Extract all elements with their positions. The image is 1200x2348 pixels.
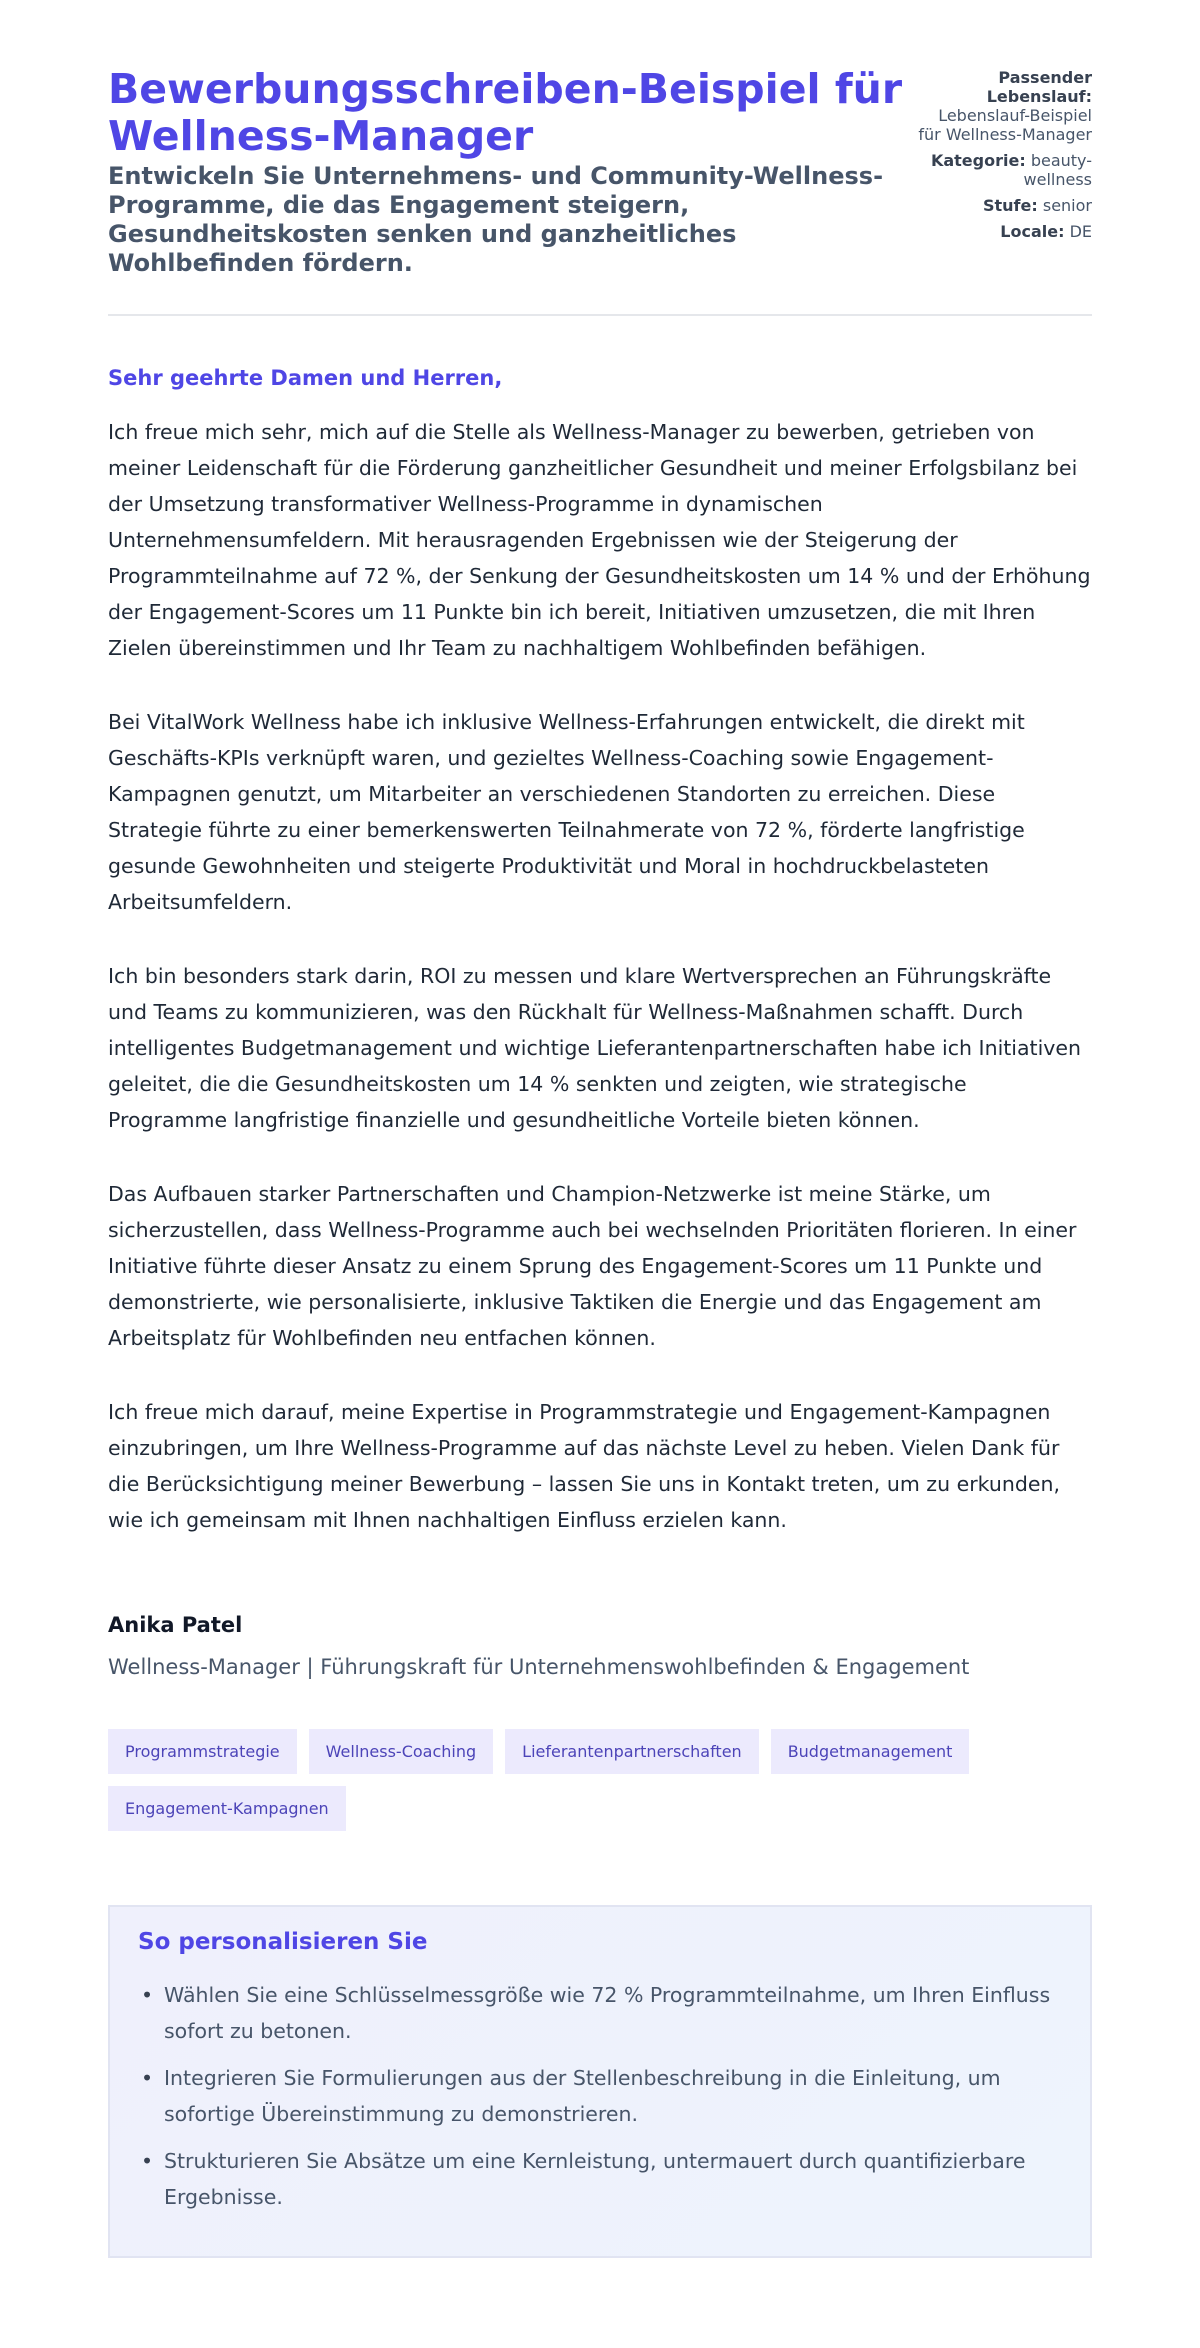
tips-list bbox=[138, 1977, 1062, 2215]
skill-tag: Wellness-Coaching bbox=[309, 1729, 494, 1774]
meta-level-value: senior bbox=[1042, 196, 1092, 215]
personalization-tips bbox=[108, 1905, 1092, 2258]
meta-locale-label: Locale: bbox=[1000, 222, 1065, 241]
page-subtitle: Entwickeln Sie Unternehmens- und Community-Wellness-Programme, die das Engagement steigern, Gesundheitskosten senken und ganzheitliches Wohlbefinden fördern. bbox=[108, 162, 884, 277]
signature-name: Anika Patel bbox=[108, 1613, 243, 1637]
tip-item: • Strukturieren Sie Absätze um eine Kernleistung, untermauert durch quantifizierbare Ergebnisse. bbox=[138, 2143, 1062, 2215]
meta-panel bbox=[917, 68, 1092, 248]
paragraph: Ich bin besonders stark darin, ROI zu messen und klare Wertversprechen an Führungskräfte und Teams zu kommunizieren, was den Rückhalt für Wellness-Maßnahmen schafft. Durch intelligentes Budgetmanagement und wichtige Lieferantenpartnerschaften habe ich Initiativen geleitet, die die Gesundheitskosten um 14 % senkten und zeigten, wie strategische Programme langfristige finanzielle und gesundheitliche Vorteile bieten können. bbox=[108, 964, 1082, 1132]
meta-category-label: Kategorie: bbox=[930, 151, 1026, 170]
meta-resume-value: Lebenslauf-Beispiel für Wellness-Manager bbox=[918, 106, 1092, 144]
page-title: Bewerbungsschreiben-Beispiel für Wellness-Manager bbox=[108, 65, 903, 160]
greeting: Sehr geehrte Damen und Herren, bbox=[108, 366, 503, 390]
skill-tags bbox=[108, 1729, 1108, 1831]
paragraph: Ich freue mich sehr, mich auf die Stelle als Wellness-Manager zu bewerben, getrieben von meiner Leidenschaft für die Förderung ganzheitlicher Gesundheit und meiner Erfolgsbilanz bei der Umsetzung transformativer Wellness-Programme in dynamischen Unternehmensumfeldern. Mit herausragenden Ergebnissen wie der Steigerung der Programmteilnahme auf 72 %, der Senkung der Gesundheitskosten um 14 % und der Erhöhung der Engagement-Scores um 11 Punkte bin ich bereit, Initiativen umzusetzen, die mit Ihren Zielen übereinstimmen und Ihr Team zu nachhaltigem Wohlbefinden befähigen. bbox=[108, 420, 1091, 660]
signature-role: Wellness-Manager | Führungskraft für Unternehmenswohlbefinden & Engagement bbox=[108, 1655, 970, 1679]
meta-locale bbox=[917, 222, 1092, 241]
meta-resume-label: Passender Lebenslauf: bbox=[986, 68, 1092, 106]
meta-category-value: beauty-wellness bbox=[1023, 151, 1092, 189]
header-titles bbox=[108, 66, 908, 278]
page-header bbox=[108, 66, 1092, 316]
meta-resume bbox=[917, 68, 1092, 144]
tip-item: • Integrieren Sie Formulierungen aus der Stellenbeschreibung in die Einleitung, um sofortige Übereinstimmung zu demonstrieren. bbox=[138, 2060, 1062, 2132]
skill-tag: Programmstrategie bbox=[108, 1729, 297, 1774]
paragraph: Das Aufbauen starker Partnerschaften und Champion-Netzwerke ist meine Stärke, um sicherzustellen, dass Wellness-Programme auch bei wechselnden Prioritäten florieren. In einer Initiative führte dieser Ansatz zu einem Sprung des Engagement-Scores um 11 Punkte und demonstrierte, wie personalisierte, inklusive Taktiken die Energie und das Engagement am Arbeitsplatz für Wohlbefinden neu entfachen können. bbox=[108, 1182, 1077, 1350]
paragraph: Ich freue mich darauf, meine Expertise in Programmstrategie und Engagement-Kampagnen einzubringen, um Ihre Wellness-Programme auf das nächste Level zu heben. Vielen Dank für die Berücksichtigung meiner Bewerbung – lassen Sie uns in Kontakt treten, um zu erkunden, wie ich gemeinsam mit Ihnen nachhaltigen Einfluss erzielen kann. bbox=[108, 1400, 1060, 1532]
meta-locale-value: DE bbox=[1069, 222, 1092, 241]
skill-tag: Lieferantenpartnerschaften bbox=[505, 1729, 759, 1774]
paragraph: Bei VitalWork Wellness habe ich inklusive Wellness-Erfahrungen entwickelt, die direkt mit Geschäfts-KPIs verknüpft waren, und gezieltes Wellness-Coaching sowie Engagement-Kampagnen genutzt, um Mitarbeiter an verschiedenen Standorten zu erreichen. Diese Strategie führte zu einer bemerkenswerten Teilnahmerate von 72 %, förderte langfristige gesunde Gewohnheiten und steigerte Produktivität und Moral in hochdruckbelasteten Arbeitsumfeldern. bbox=[108, 710, 1025, 914]
tip-item: • Wählen Sie eine Schlüsselmessgröße wie 72 % Programmteilnahme, um Ihren Einfluss sofort zu betonen. bbox=[138, 1977, 1062, 2049]
meta-level-label: Stufe: bbox=[982, 196, 1038, 215]
signature bbox=[108, 1613, 1092, 1679]
meta-category bbox=[917, 151, 1092, 189]
letter-body bbox=[108, 366, 1092, 1538]
skill-tag: Engagement-Kampagnen bbox=[108, 1786, 346, 1831]
tips-title: So personalisieren Sie bbox=[138, 1929, 428, 1955]
skill-tag: Budgetmanagement bbox=[771, 1729, 970, 1774]
meta-level bbox=[917, 196, 1092, 215]
